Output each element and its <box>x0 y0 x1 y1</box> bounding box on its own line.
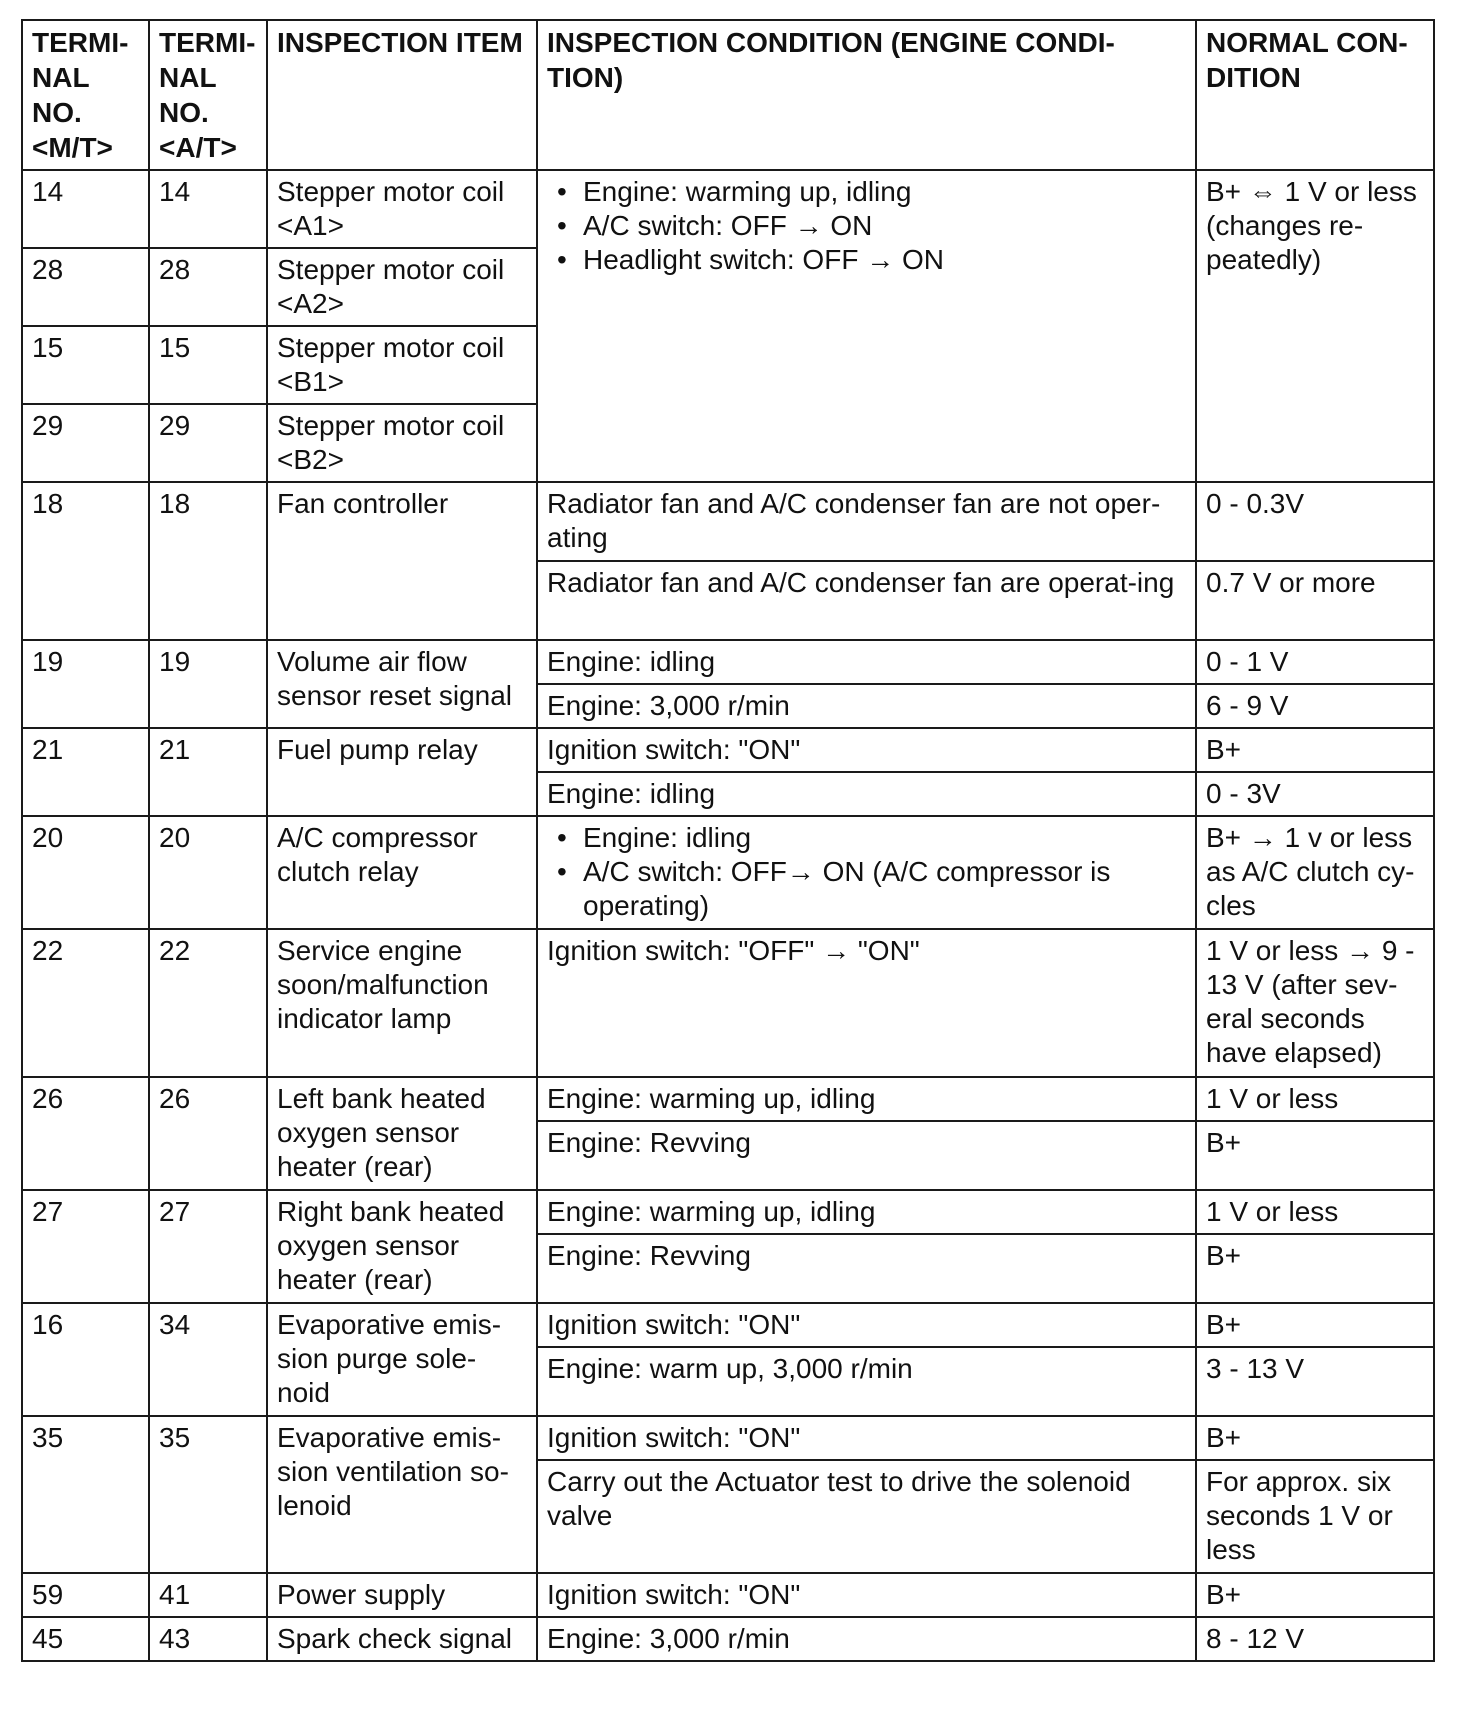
table-row <box>22 929 1434 1077</box>
inspection-item: Left bank heated oxygen sensor heater (rear) <box>267 1077 537 1190</box>
condition-list <box>547 821 1187 923</box>
normal-condition: B+ <box>1196 728 1434 772</box>
inspection-condition: Ignition switch: "OFF" → "ON" <box>537 929 1196 1077</box>
terminal-mt: 29 <box>22 404 149 482</box>
terminal-at: 20 <box>149 816 267 929</box>
inspection-item: A/C compressor clutch relay <box>267 816 537 929</box>
condition-item: • A/C switch: OFF→ ON (A/C compressor is operating) <box>553 855 1187 923</box>
table-row <box>22 1573 1434 1617</box>
inspection-item: Spark check signal <box>267 1617 537 1661</box>
table-row <box>22 170 1434 248</box>
condition-list <box>547 175 1187 277</box>
normal-condition: B+ <box>1196 1121 1434 1190</box>
terminal-mt: 26 <box>22 1077 149 1190</box>
table-row <box>22 1077 1434 1121</box>
normal-condition: 0 - 0.3V <box>1196 482 1434 561</box>
terminal-mt: 16 <box>22 1303 149 1416</box>
normal-condition: 8 - 12 V <box>1196 1617 1434 1661</box>
table-row <box>22 1416 1434 1460</box>
terminal-mt: 19 <box>22 640 149 728</box>
table-row <box>22 640 1434 684</box>
table-row <box>22 1303 1434 1347</box>
terminal-at: 35 <box>149 1416 267 1573</box>
inspection-item: Power supply <box>267 1573 537 1617</box>
inspection-item: Evaporative emis-sion purge sole-noid <box>267 1303 537 1416</box>
inspection-condition: Ignition switch: "ON" <box>537 1303 1196 1347</box>
terminal-mt: 15 <box>22 326 149 404</box>
inspection-item: Evaporative emis-sion ventilation so-lenoid <box>267 1416 537 1573</box>
inspection-item: Fan controller <box>267 482 537 640</box>
terminal-mt: 45 <box>22 1617 149 1661</box>
inspection-condition: Radiator fan and A/C condenser fan are not oper-ating <box>537 482 1196 561</box>
terminal-at: 22 <box>149 929 267 1077</box>
header-inspection-item: INSPECTION ITEM <box>267 20 537 170</box>
terminal-at: 41 <box>149 1573 267 1617</box>
normal-condition: 6 - 9 V <box>1196 684 1434 728</box>
inspection-condition: Engine: warming up, idling <box>537 1077 1196 1121</box>
normal-condition: 1 V or less <box>1196 1190 1434 1234</box>
table-row <box>22 482 1434 561</box>
table-row <box>22 816 1434 929</box>
normal-condition: 0 - 3V <box>1196 772 1434 816</box>
table-row <box>22 728 1434 772</box>
header-inspection-condition: INSPECTION CONDITION (ENGINE CONDI-TION) <box>537 20 1196 170</box>
inspection-condition: Engine: warming up, idling <box>537 1190 1196 1234</box>
terminal-at: 28 <box>149 248 267 326</box>
inspection-condition: Engine: 3,000 r/min <box>537 684 1196 728</box>
inspection-condition: Engine: Revving <box>537 1121 1196 1190</box>
inspection-item: Stepper motor coil <B1> <box>267 326 537 404</box>
terminal-mt: 21 <box>22 728 149 816</box>
inspection-condition: Carry out the Actuator test to drive the solenoid valve <box>537 1460 1196 1573</box>
normal-condition: 1 V or less <box>1196 1077 1434 1121</box>
inspection-condition: Ignition switch: "ON" <box>537 728 1196 772</box>
normal-condition: B+ → 1 v or less as A/C clutch cy-cles <box>1196 816 1434 929</box>
terminal-mt: 18 <box>22 482 149 640</box>
inspection-condition: Engine: idling <box>537 640 1196 684</box>
terminal-at: 34 <box>149 1303 267 1416</box>
inspection-condition <box>537 816 1196 929</box>
terminal-mt: 20 <box>22 816 149 929</box>
terminal-at: 18 <box>149 482 267 640</box>
inspection-table <box>21 19 1435 1662</box>
table-row <box>22 1617 1434 1661</box>
header-row <box>22 20 1434 170</box>
normal-condition: B+ <box>1196 1234 1434 1303</box>
terminal-at: 26 <box>149 1077 267 1190</box>
terminal-mt: 28 <box>22 248 149 326</box>
normal-condition: 0.7 V or more <box>1196 561 1434 640</box>
terminal-mt: 14 <box>22 170 149 248</box>
header-terminal-at: TERMI-NAL NO. <A/T> <box>149 20 267 170</box>
terminal-at: 27 <box>149 1190 267 1303</box>
header-terminal-mt: TERMI-NAL NO. <M/T> <box>22 20 149 170</box>
inspection-item: Stepper motor coil <A1> <box>267 170 537 248</box>
terminal-at: 14 <box>149 170 267 248</box>
inspection-condition: Engine: 3,000 r/min <box>537 1617 1196 1661</box>
inspection-condition: Engine: idling <box>537 772 1196 816</box>
terminal-mt: 27 <box>22 1190 149 1303</box>
normal-condition: B+ <box>1196 1416 1434 1460</box>
terminal-at: 19 <box>149 640 267 728</box>
table-row <box>22 1190 1434 1234</box>
condition-item: • Engine: warming up, idling <box>553 175 1187 209</box>
inspection-condition: Ignition switch: "ON" <box>537 1416 1196 1460</box>
inspection-item: Stepper motor coil <A2> <box>267 248 537 326</box>
inspection-item: Stepper motor coil <B2> <box>267 404 537 482</box>
normal-condition: 3 - 13 V <box>1196 1347 1434 1416</box>
terminal-at: 15 <box>149 326 267 404</box>
normal-condition: 0 - 1 V <box>1196 640 1434 684</box>
inspection-condition: Engine: warm up, 3,000 r/min <box>537 1347 1196 1416</box>
inspection-item: Service engine soon/malfunction indicator lamp <box>267 929 537 1077</box>
terminal-mt: 22 <box>22 929 149 1077</box>
terminal-at: 29 <box>149 404 267 482</box>
normal-condition: 1 V or less → 9 - 13 V (after sev-eral seconds have elapsed) <box>1196 929 1434 1077</box>
inspection-condition: Engine: Revving <box>537 1234 1196 1303</box>
terminal-at: 21 <box>149 728 267 816</box>
inspection-item: Fuel pump relay <box>267 728 537 816</box>
terminal-mt: 35 <box>22 1416 149 1573</box>
condition-item: • A/C switch: OFF → ON <box>553 209 1187 243</box>
condition-item: • Headlight switch: OFF → ON <box>553 243 1187 277</box>
inspection-item: Volume air flow sensor reset signal <box>267 640 537 728</box>
inspection-item: Right bank heated oxygen sensor heater (rear) <box>267 1190 537 1303</box>
inspection-condition <box>537 170 1196 482</box>
terminal-at: 43 <box>149 1617 267 1661</box>
normal-condition: B+ <box>1196 1573 1434 1617</box>
inspection-condition: Radiator fan and A/C condenser fan are operat-ing <box>537 561 1196 640</box>
normal-condition: B+ <box>1196 1303 1434 1347</box>
terminal-mt: 59 <box>22 1573 149 1617</box>
condition-item: • Engine: idling <box>553 821 1187 855</box>
inspection-condition: Ignition switch: "ON" <box>537 1573 1196 1617</box>
normal-condition: B+ ⇔ 1 V or less (changes re-peatedly) <box>1196 170 1434 482</box>
normal-condition: For approx. six seconds 1 V or less <box>1196 1460 1434 1573</box>
header-normal-condition: NORMAL CON-DITION <box>1196 20 1434 170</box>
